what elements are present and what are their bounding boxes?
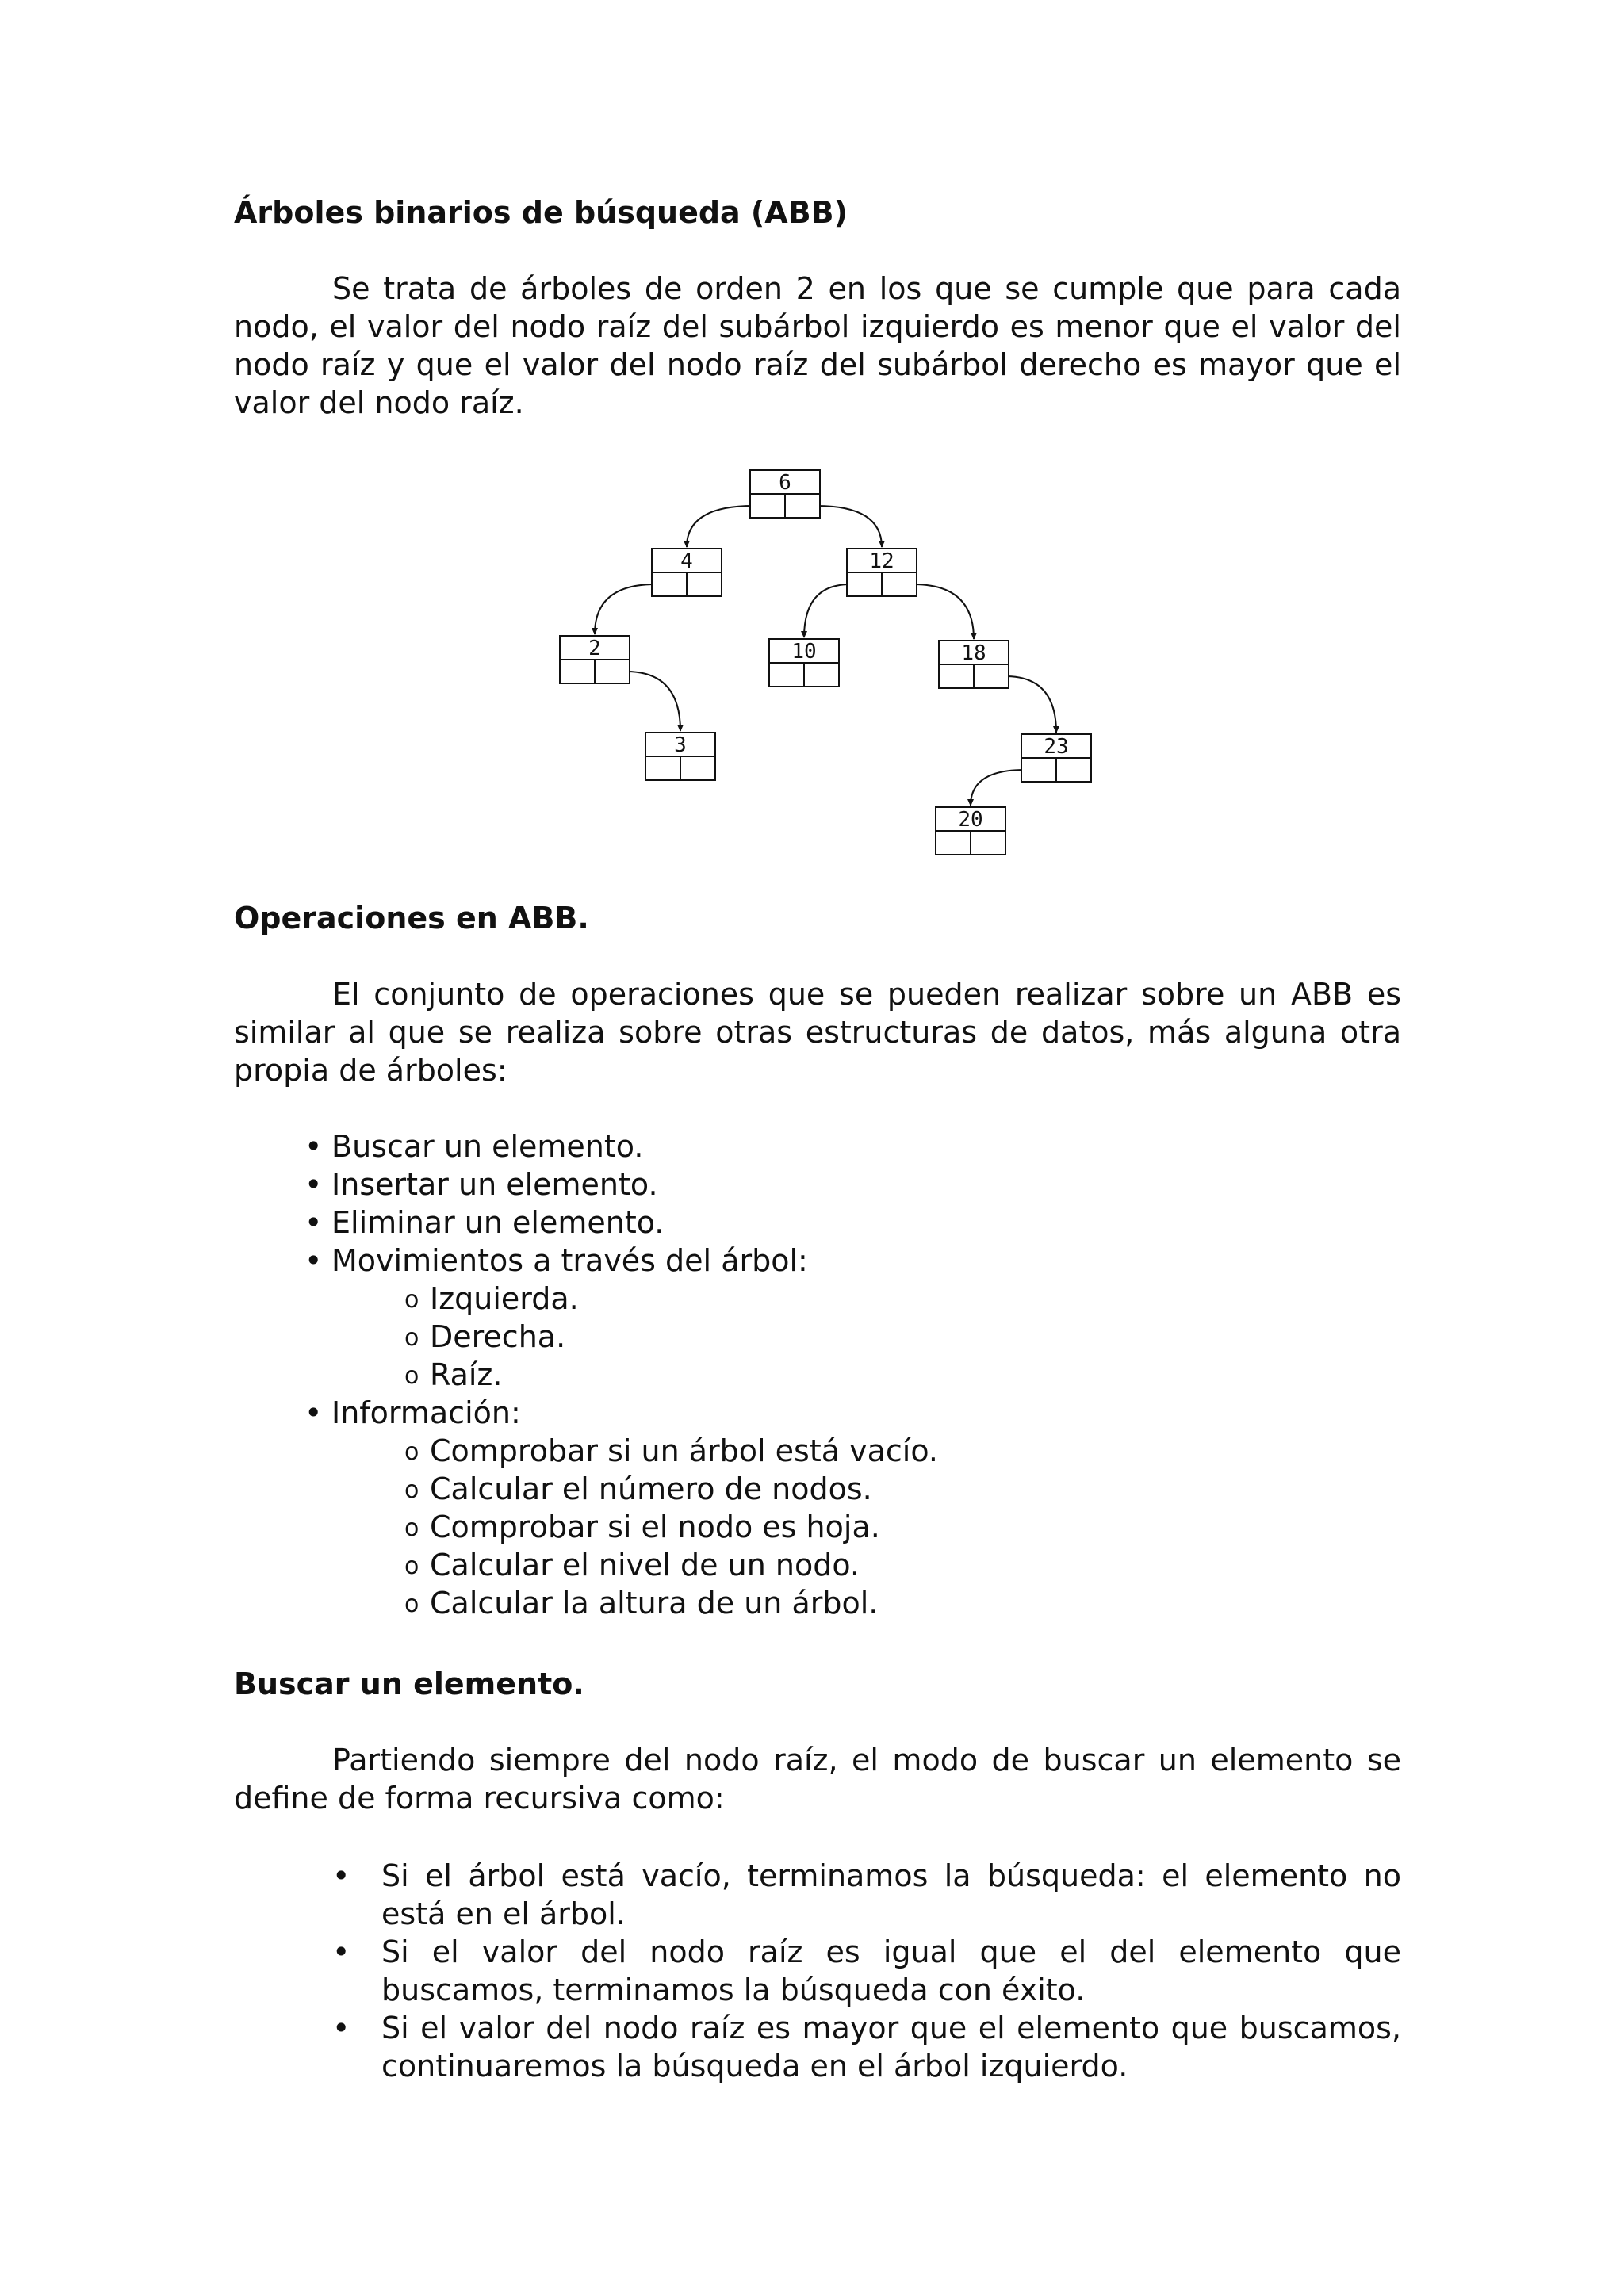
- tree-node-4: [652, 549, 722, 596]
- node-label: 3: [674, 733, 687, 757]
- list-item: • Información:: [304, 1394, 938, 1432]
- list-item: • Si el valor del nodo raíz es igual que el del elemento que buscamos, terminamos la búsqueda con éxito.: [234, 1933, 1401, 2009]
- node-label: 23: [1044, 735, 1069, 759]
- sub-list-item: o Calcular la altura de un árbol.: [304, 1584, 938, 1622]
- tree-node-23: [1021, 734, 1091, 782]
- sub-list-item: o Comprobar si un árbol está vacío.: [304, 1432, 938, 1470]
- sub-list-item: o Calcular el nivel de un nodo.: [304, 1546, 938, 1584]
- list-item: • Movimientos a través del árbol:: [304, 1242, 938, 1280]
- abb-definition-paragraph: Se trata de árboles de orden 2 en los que se cumple que para cada nodo, el valor del nodo raíz del subárbol izquierdo es menor que el valor del nodo raíz y que el valor del nodo raíz del subárbol derecho es mayor que el valor del nodo raíz.: [234, 271, 1401, 420]
- sub-list-item: o Comprobar si el nodo es hoja.: [304, 1508, 938, 1546]
- section-title-operations: Operaciones en ABB.: [234, 901, 589, 936]
- tree-node-6: [750, 470, 820, 518]
- node-label: 10: [791, 640, 817, 664]
- tree-node-10: [769, 639, 839, 687]
- list-item: • Si el valor del nodo raíz es mayor que el elemento que buscamos, continuaremos la búsqueda en el árbol izquierdo.: [234, 2009, 1401, 2085]
- list-item: • Si el árbol está vacío, terminamos la búsqueda: el elemento no está en el árbol.: [234, 1857, 1401, 1933]
- list-item: • Buscar un elemento.: [304, 1127, 938, 1165]
- node-label: 2: [588, 637, 601, 660]
- operations-list: [304, 1127, 938, 1622]
- section-title-abb: Árboles binarios de búsqueda (ABB): [234, 195, 848, 230]
- sub-list-item: o Izquierda.: [304, 1280, 938, 1318]
- node-label: 6: [779, 471, 791, 495]
- operations-paragraph: El conjunto de operaciones que se pueden realizar sobre un ABB es similar al que se realiza sobre otras estructuras de datos, más alguna otra propia de árboles:: [234, 977, 1401, 1088]
- section-title-search: Buscar un elemento.: [234, 1667, 584, 1701]
- tree-nodes: [560, 470, 1091, 855]
- tree-node-20: [936, 807, 1005, 855]
- sub-list-item: o Raíz.: [304, 1356, 938, 1394]
- search-rules-list: [234, 1857, 1401, 2085]
- tree-node-18: [939, 641, 1009, 688]
- tree-node-2: [560, 636, 630, 683]
- node-label: 4: [680, 549, 693, 573]
- sub-list-item: o Derecha.: [304, 1318, 938, 1356]
- list-item: • Eliminar un elemento.: [304, 1203, 938, 1242]
- sub-list-item: o Calcular el número de nodos.: [304, 1470, 938, 1508]
- list-item: • Insertar un elemento.: [304, 1165, 938, 1203]
- node-label: 20: [958, 808, 983, 832]
- tree-node-3: [645, 733, 715, 780]
- tree-node-12: [847, 549, 917, 596]
- search-paragraph: Partiendo siempre del nodo raíz, el modo de buscar un elemento se define de forma recursiva como:: [234, 1743, 1401, 1816]
- node-label: 18: [961, 641, 986, 665]
- node-label: 12: [869, 549, 894, 573]
